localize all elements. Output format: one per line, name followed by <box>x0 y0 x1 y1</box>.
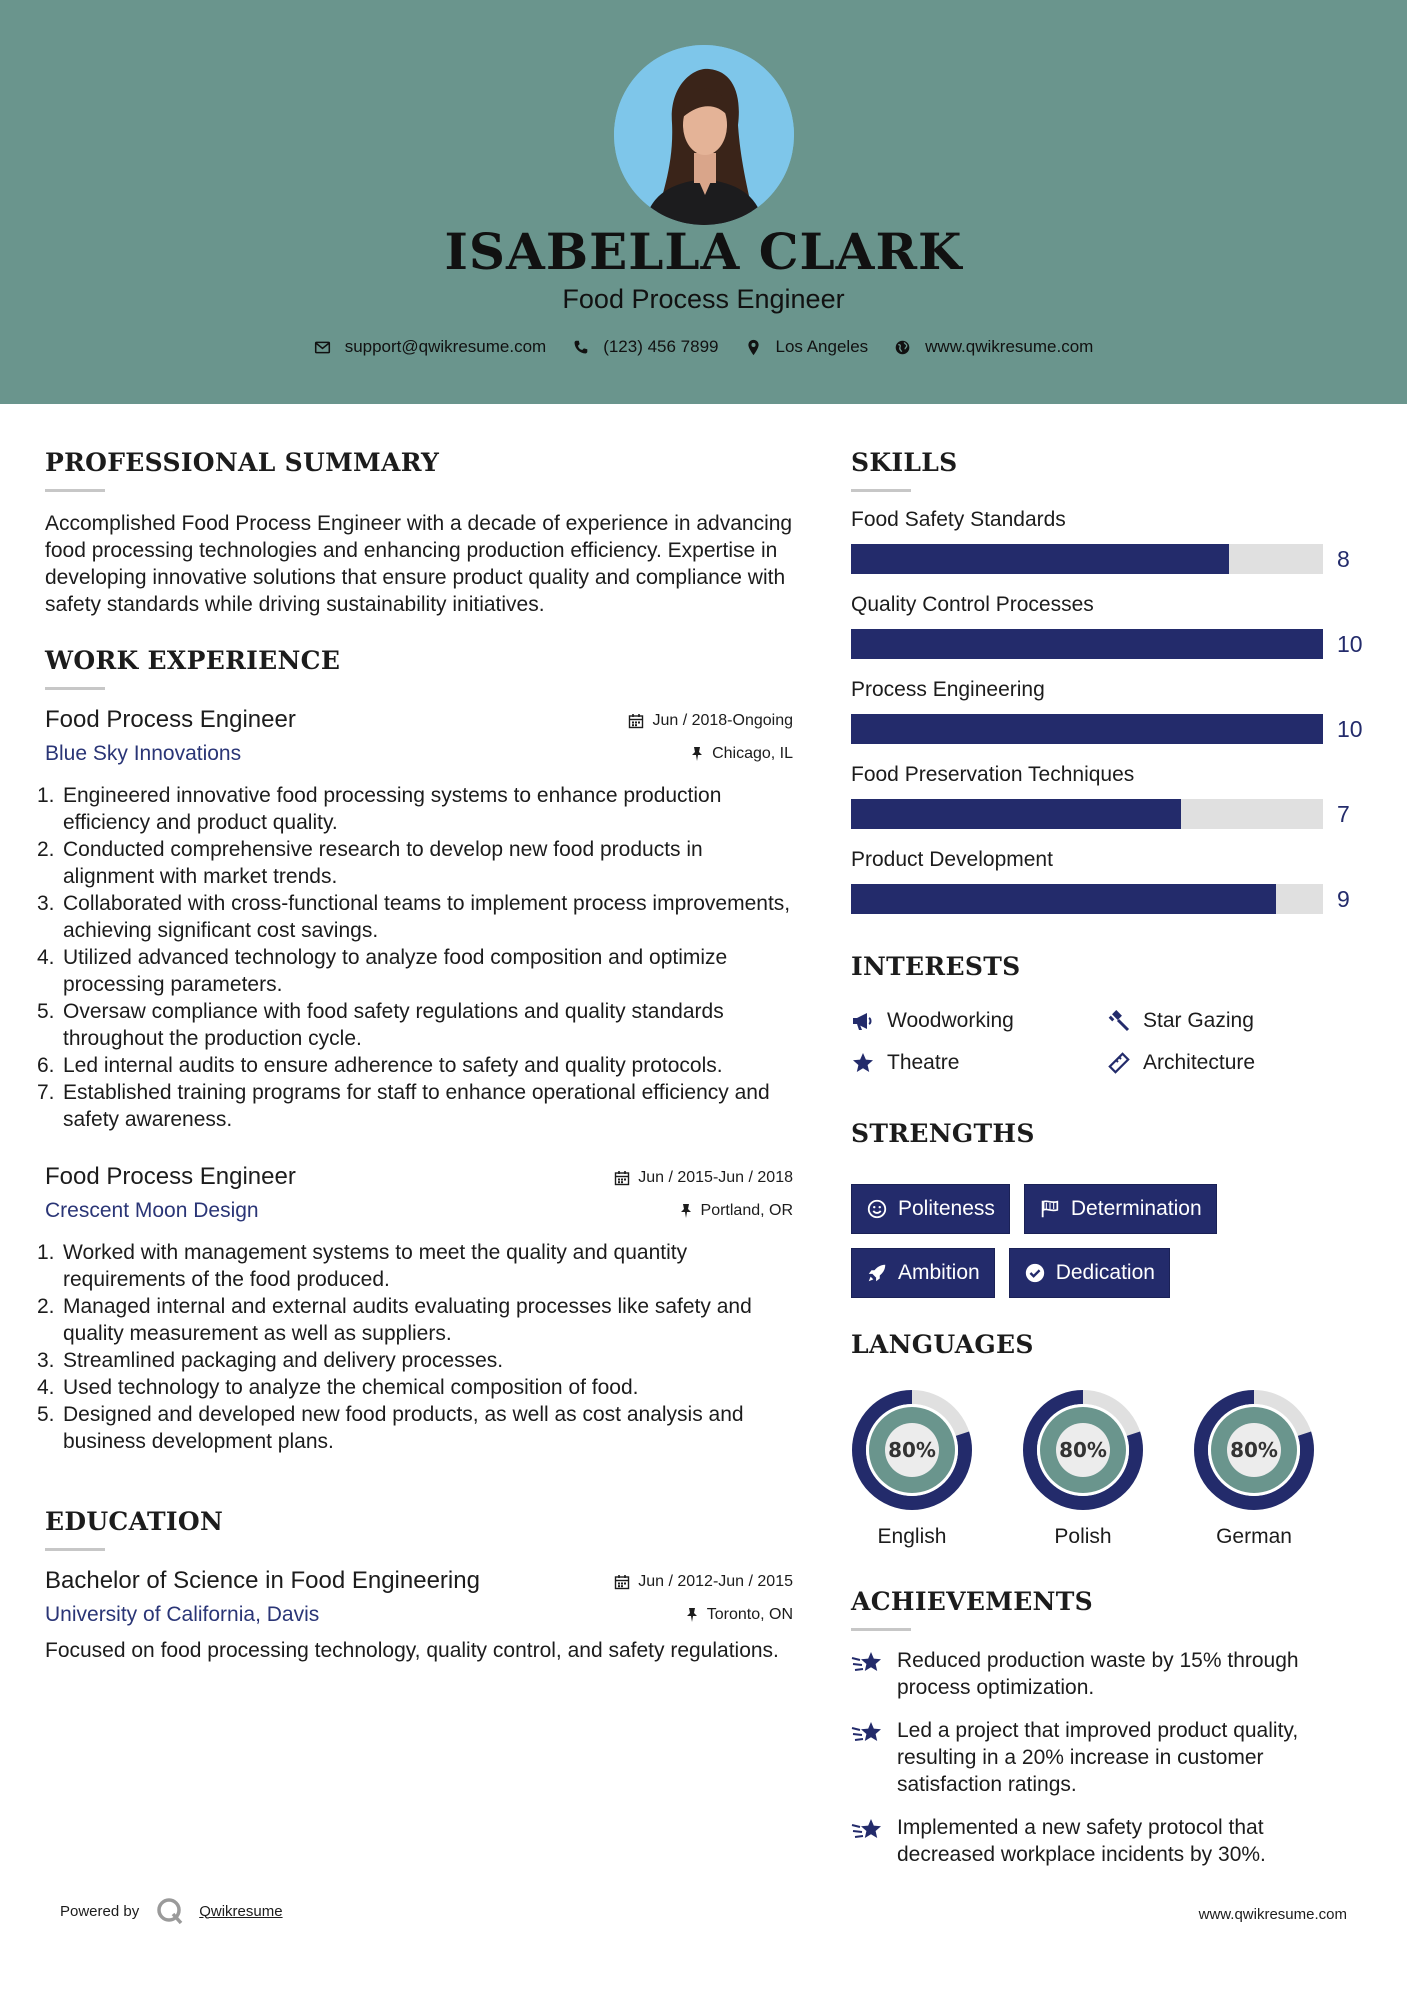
language-percent: 80% <box>888 1438 936 1462</box>
achievement-text: Led a project that improved product quality, resulting in a 20% increase in customer satisfaction ratings. <box>897 1719 1299 1796</box>
languages-list <box>851 1389 1371 1549</box>
contact-location <box>745 337 869 357</box>
left-column <box>37 404 793 1664</box>
education-location <box>685 1606 793 1624</box>
summary-heading: PROFESSIONAL SUMMARY <box>45 448 440 477</box>
rocket-icon <box>866 1262 888 1284</box>
skill-bar-track <box>851 884 1323 914</box>
company-name: Crescent Moon Design <box>45 1199 259 1222</box>
education-date-text: Jun / 2012-Jun / 2015 <box>638 1573 793 1590</box>
skill-value: 10 <box>1337 631 1363 657</box>
right-column <box>851 404 1371 1868</box>
job-title: Food Process Engineer <box>45 1163 296 1190</box>
education-text: Focused on food processing technology, quality control, and safety regulations. <box>45 1639 779 1662</box>
company-name: Blue Sky Innovations <box>45 742 242 765</box>
star-icon <box>851 1051 875 1075</box>
map-pin-icon <box>745 339 762 356</box>
strength-label: Politeness <box>898 1197 995 1220</box>
skill-item <box>851 678 1371 744</box>
skill-bar-track <box>851 629 1323 659</box>
skill-value: 7 <box>1337 801 1350 827</box>
skill-bar-track <box>851 714 1323 744</box>
person-silhouette-icon <box>614 45 794 225</box>
education-location-text: Toronto, ON <box>706 1606 793 1623</box>
skill-bar-fill <box>851 544 1229 574</box>
interest-item <box>851 1051 1107 1075</box>
list-item: 7. Established training programs for staff to enhance operational efficiency and safety awareness. <box>37 1081 770 1131</box>
job-entry <box>37 706 793 1133</box>
job-date <box>628 712 793 730</box>
profile-photo <box>614 45 794 225</box>
strength-label: Determination <box>1070 1197 1202 1220</box>
list-item: 5. Designed and developed new food products, as well as cost analysis and business development plans. <box>37 1403 744 1453</box>
contact-phone-text: (123) 456 7899 <box>603 337 719 356</box>
skill-item <box>851 593 1371 659</box>
strength-badge <box>1024 1184 1217 1234</box>
section-divider <box>851 1628 911 1631</box>
envelope-icon <box>314 339 331 356</box>
shooting-star-icon <box>851 1719 885 1749</box>
smile-icon <box>866 1198 888 1220</box>
job-location <box>679 1202 793 1220</box>
interest-label: Theatre <box>887 1051 960 1074</box>
interests-heading: INTERESTS <box>851 952 1021 981</box>
interest-item <box>851 1009 1107 1033</box>
list-item: 1. Engineered innovative food processing systems to enhance production efficiency and product quality. <box>37 784 722 834</box>
strengths-section <box>851 1119 1371 1298</box>
skill-bar-fill <box>851 714 1323 744</box>
list-item: 2. Managed internal and external audits evaluating processes like safety and quality measurement as well as suppliers. <box>37 1295 752 1345</box>
section-divider <box>45 1548 105 1551</box>
skills-list <box>851 508 1371 914</box>
pushpin-icon <box>690 746 704 762</box>
contact-phone[interactable] <box>572 337 718 357</box>
languages-heading: LANGUAGES <box>851 1330 1034 1359</box>
interest-label: Star Gazing <box>1143 1009 1254 1032</box>
skill-name: Product Development <box>851 848 1053 871</box>
interest-item <box>1107 1009 1307 1033</box>
job-location-text: Portland, OR <box>700 1202 793 1219</box>
skill-value: 9 <box>1337 886 1350 912</box>
list-item: 3. Collaborated with cross-functional teams to implement process improvements, achieving significant cost savings. <box>37 892 791 942</box>
language-ring <box>1193 1389 1315 1511</box>
skill-name: Food Safety Standards <box>851 508 1066 531</box>
skill-bar-fill <box>851 799 1181 829</box>
interests-list <box>851 1009 1371 1075</box>
duties-list <box>37 1239 793 1455</box>
language-percent: 80% <box>1059 1438 1107 1462</box>
strength-badge <box>851 1248 995 1298</box>
skills-heading: SKILLS <box>851 448 958 477</box>
strengths-list <box>851 1184 1271 1298</box>
skill-name: Food Preservation Techniques <box>851 763 1135 786</box>
section-divider <box>45 687 105 690</box>
ruler-icon <box>1107 1051 1131 1075</box>
list-item: 5. Oversaw compliance with food safety regulations and quality standards throughout the production cycle. <box>37 1000 724 1050</box>
language-name: English <box>877 1525 947 1548</box>
language-item <box>1022 1389 1193 1549</box>
calendar-icon <box>628 713 644 729</box>
achievement-item <box>851 1814 1371 1868</box>
language-name: Polish <box>1054 1525 1112 1548</box>
gavel-icon <box>1107 1009 1131 1033</box>
experience-section <box>37 646 793 1455</box>
skill-value: 10 <box>1337 716 1363 742</box>
list-item: 3. Streamlined packaging and delivery processes. <box>37 1349 504 1372</box>
skill-bar-track <box>851 799 1323 829</box>
language-ring <box>1022 1389 1144 1511</box>
languages-section <box>851 1330 1371 1549</box>
achievement-text: Reduced production waste by 15% through process optimization. <box>897 1649 1299 1699</box>
contact-website-text: www.qwikresume.com <box>925 337 1094 356</box>
list-item: 6. Led internal audits to ensure adherence to safety and quality protocols. <box>37 1054 723 1077</box>
flag-icon <box>1039 1198 1061 1220</box>
degree-title: Bachelor of Science in Food Engineering <box>45 1567 480 1594</box>
list-item: 4. Used technology to analyze the chemical composition of food. <box>37 1376 639 1399</box>
language-item <box>851 1389 1022 1549</box>
duties-list <box>37 782 793 1133</box>
job-date-text: Jun / 2015-Jun / 2018 <box>638 1169 793 1186</box>
phone-icon <box>572 339 589 356</box>
strength-label: Ambition <box>898 1261 980 1284</box>
list-item: 2. Conducted comprehensive research to develop new food products in alignment with market trends. <box>37 838 703 888</box>
strength-badge <box>1009 1248 1170 1298</box>
shooting-star-icon <box>851 1816 885 1846</box>
calendar-icon <box>614 1574 630 1590</box>
job-date <box>614 1169 793 1187</box>
list-item: 4. Utilized advanced technology to analyze food composition and optimize processing parameters. <box>37 946 728 996</box>
calendar-icon <box>614 1170 630 1186</box>
language-ring <box>851 1389 973 1511</box>
language-name: German <box>1216 1525 1292 1548</box>
achievement-text: Implemented a new safety protocol that decreased workplace incidents by 30%. <box>897 1816 1266 1866</box>
achievement-item <box>851 1717 1371 1798</box>
skill-bar-track <box>851 544 1323 574</box>
section-divider <box>851 489 911 492</box>
contact-email[interactable] <box>314 337 547 357</box>
section-divider <box>45 489 105 492</box>
pushpin-icon <box>679 1203 693 1219</box>
job-location-text: Chicago, IL <box>712 745 793 762</box>
job-location <box>690 745 793 763</box>
contact-bar <box>0 337 1407 357</box>
experience-heading: WORK EXPERIENCE <box>45 646 341 675</box>
contact-email-text: support@qwikresume.com <box>344 337 547 356</box>
pushpin-icon <box>685 1607 699 1623</box>
powered-by-text: Powered by <box>60 1902 140 1920</box>
globe-icon <box>894 339 911 356</box>
achievements-section <box>851 1587 1371 1868</box>
interest-label: Architecture <box>1143 1051 1256 1074</box>
brand-link[interactable]: Qwikresume <box>199 1902 283 1920</box>
school-name: University of California, Davis <box>45 1603 320 1626</box>
language-item <box>1193 1389 1364 1549</box>
education-section <box>45 1507 793 1664</box>
education-heading: EDUCATION <box>45 1507 224 1536</box>
candidate-name: ISABELLA CLARK <box>444 222 963 281</box>
strength-badge <box>851 1184 1010 1234</box>
achievements-heading: ACHIEVEMENTS <box>851 1587 1093 1616</box>
footer-powered-by <box>60 1896 283 1926</box>
strengths-heading: STRENGTHS <box>851 1119 1035 1148</box>
summary-section <box>45 448 793 618</box>
job-entry <box>37 1163 793 1455</box>
contact-website[interactable] <box>894 337 1093 357</box>
list-item: 1. Worked with management systems to meet the quality and quantity requirements of the food produced. <box>37 1241 688 1291</box>
skill-bar-fill <box>851 629 1323 659</box>
skill-bar-fill <box>851 884 1276 914</box>
footer-url[interactable]: www.qwikresume.com <box>1198 1906 1347 1923</box>
skill-item <box>851 508 1371 574</box>
skills-section <box>851 448 1371 914</box>
language-percent: 80% <box>1230 1438 1278 1462</box>
skill-item <box>851 763 1371 829</box>
skill-value: 8 <box>1337 546 1350 572</box>
check-circle-icon <box>1024 1262 1046 1284</box>
strength-label: Dedication <box>1055 1261 1155 1284</box>
skill-name: Process Engineering <box>851 678 1045 701</box>
megaphone-icon <box>851 1009 875 1033</box>
candidate-title: Food Process Engineer <box>562 284 845 314</box>
contact-location-text: Los Angeles <box>775 337 869 356</box>
interest-item <box>1107 1051 1307 1075</box>
interest-label: Woodworking <box>887 1009 1014 1032</box>
skill-name: Quality Control Processes <box>851 593 1094 616</box>
interests-section <box>851 952 1371 1075</box>
job-title: Food Process Engineer <box>45 706 296 733</box>
shooting-star-icon <box>851 1649 885 1679</box>
resume-header <box>0 0 1407 404</box>
summary-text: Accomplished Food Process Engineer with a decade of experience in advancing food processing technologies and enhancing production efficiency. Expertise in developing innovative solutions that ensure product quality and compliance with safety standards while driving sustainability initiatives. <box>45 512 793 616</box>
job-date-text: Jun / 2018-Ongoing <box>652 712 793 729</box>
achievement-item <box>851 1647 1371 1701</box>
skill-item <box>851 848 1371 914</box>
qwikresume-logo-icon <box>155 1896 185 1926</box>
education-date <box>614 1573 793 1591</box>
